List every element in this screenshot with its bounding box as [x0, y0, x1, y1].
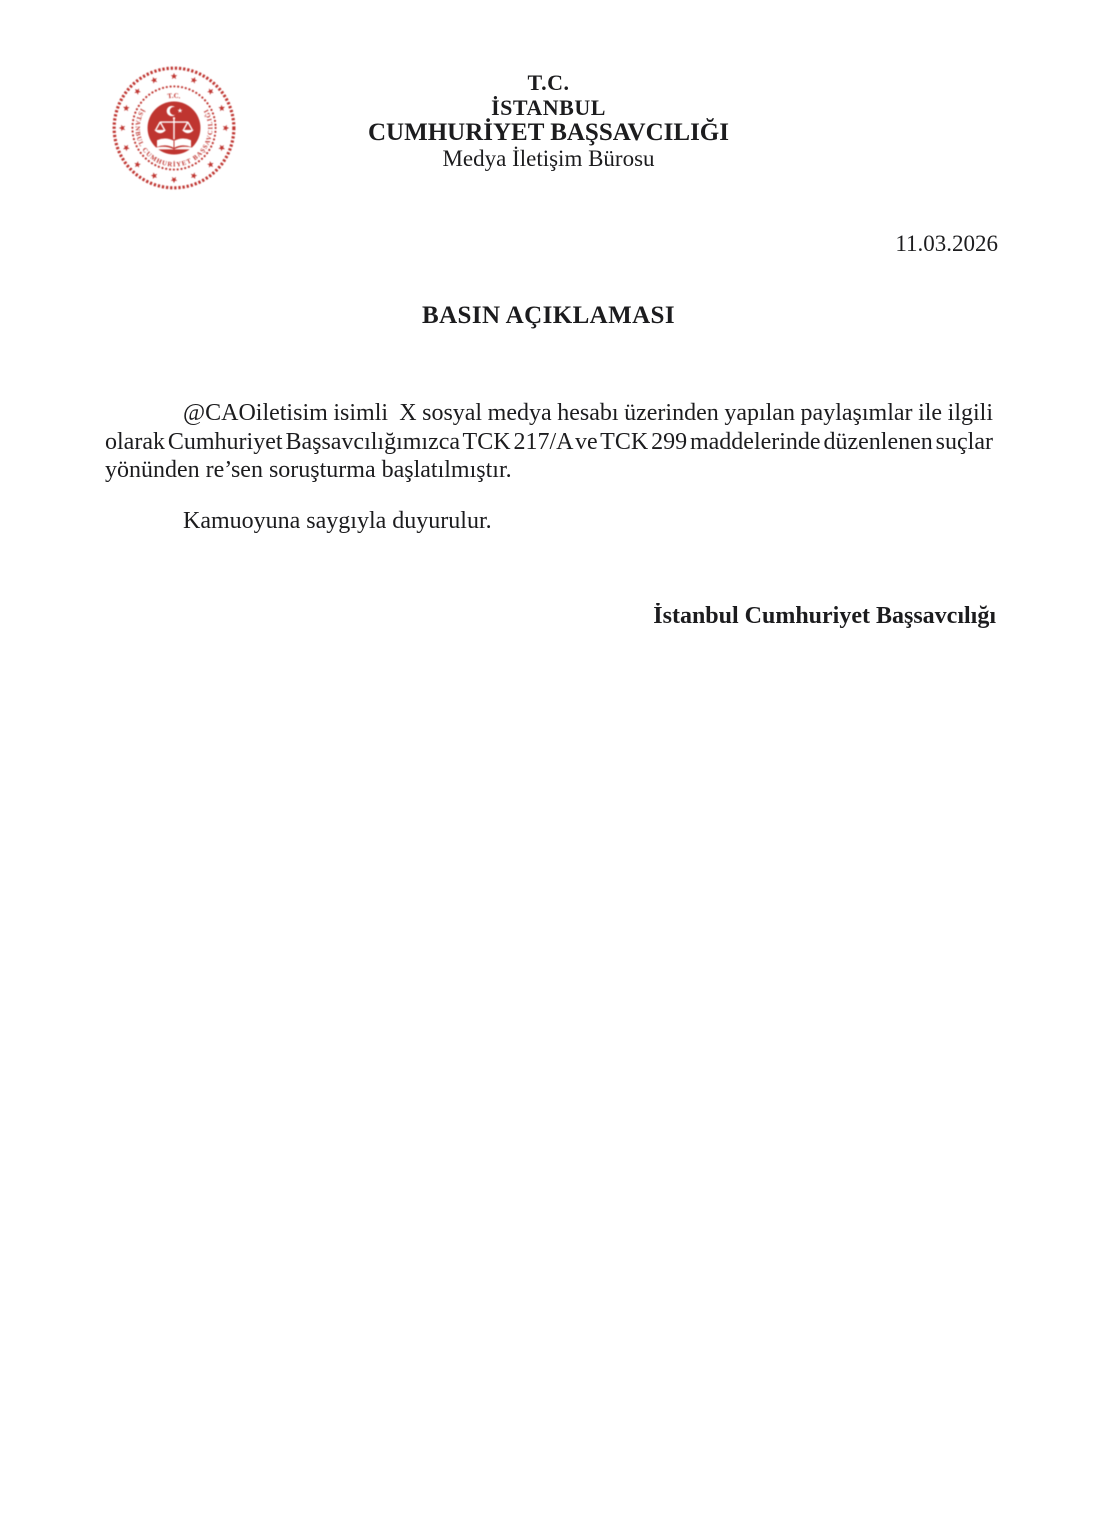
letterhead-tc: T.C.: [527, 70, 570, 95]
seal-ring-text-tc: T.C.: [167, 92, 182, 101]
document-title: BASIN AÇIKLAMASI: [422, 302, 675, 329]
body-line: @CAOiletisim isimli X sosyal medya hesabı üzerinden yapılan paylaşımlar ile ilgili: [183, 400, 993, 426]
letterhead: [0, 71, 1097, 172]
seal-ring-text-around: İSTANBUL CUMHURİYET BAŞSAVCILIĞI: [133, 107, 215, 169]
body-line: yönünden re’sen soruşturma başlatılmıştır.: [105, 457, 512, 483]
signature-line: İstanbul Cumhuriyet Başsavcılığı: [653, 603, 996, 629]
letterhead-office: CUMHURİYET BAŞSAVCILIĞI: [368, 119, 729, 146]
body-line: olarak Cumhuriyet Başsavcılığımızca TCK 217/A ve TCK 299 maddelerinde düzenlenen suçlar: [105, 428, 993, 455]
letterhead-city: İSTANBUL: [491, 95, 606, 120]
letterhead-bureau: Medya İletişim Bürosu: [442, 146, 655, 171]
closing-line: Kamuoyuna saygıyla duyurulur.: [183, 508, 492, 534]
body-paragraph: [105, 399, 993, 485]
document-date: 11.03.2026: [895, 231, 998, 256]
